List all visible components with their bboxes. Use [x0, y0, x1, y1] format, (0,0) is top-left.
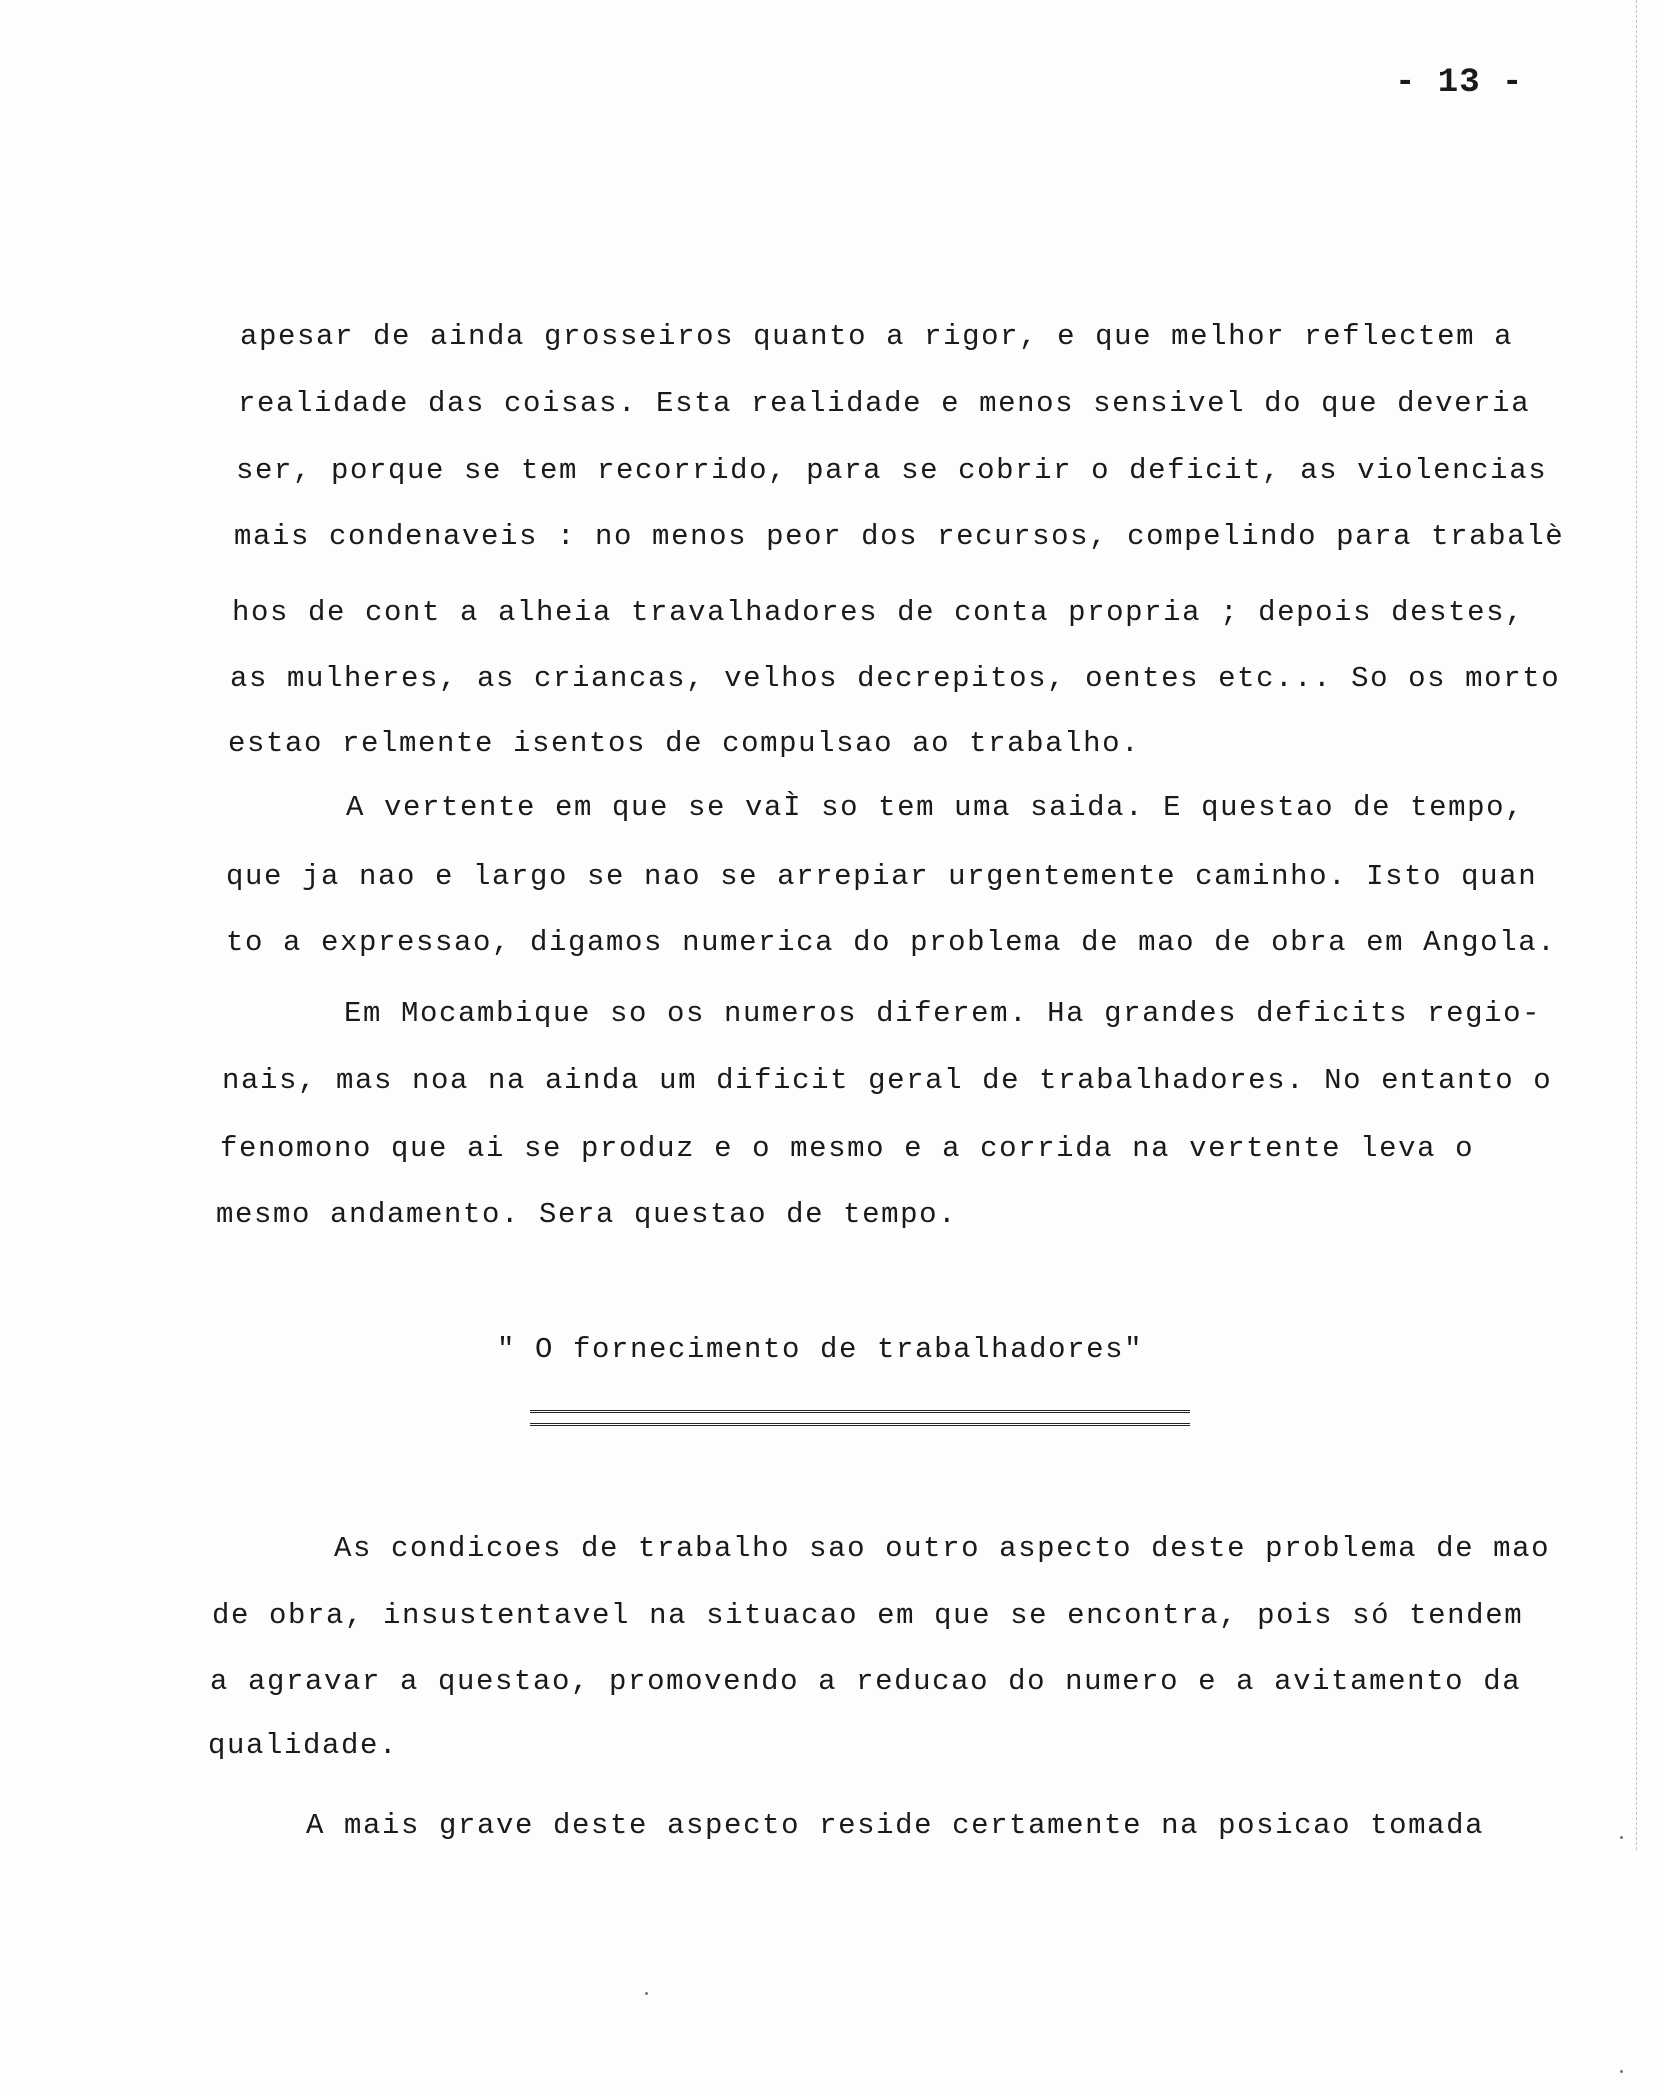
paragraph-3-line-1: Em Mocambique so os numeros diferem. Ha grandes deficits regio- [344, 997, 1542, 1030]
page-number: - 13 - [1395, 64, 1524, 102]
paragraph-1-line-1: apesar de ainda grosseiros quanto a rigor, e que melhor reflectem a [240, 320, 1514, 353]
paragraph-1-line-5: hos de cont a alheia travalhadores de conta propria ; depois destes, [232, 596, 1525, 629]
paragraph-3-line-4: mesmo andamento. Sera questao de tempo. [216, 1198, 958, 1231]
paragraph-1-line-7: estao relmente isentos de compulsao ao trabalho. [228, 727, 1141, 760]
paragraph-1-line-3: ser, porque se tem recorrido, para se cobrir o deficit, as violencias [236, 454, 1548, 487]
scan-speck [645, 1992, 648, 1995]
paragraph-4-line-2: de obra, insustentavel na situacao em que se encontra, pois só tendem [212, 1599, 1524, 1632]
paragraph-4-line-4: qualidade. [208, 1729, 399, 1762]
paragraph-4-line-3: a agravar a questao, promovendo a reducao do numero e a avitamento da [210, 1665, 1522, 1698]
scan-speck [1620, 1836, 1623, 1839]
paragraph-1-line-2: realidade das coisas. Esta realidade e menos sensivel do que deveria [238, 387, 1531, 420]
section-heading: " O fornecimento de trabalhadores" [497, 1333, 1144, 1366]
paragraph-2-line-3: to a expressao, digamos numerica do problema de mao de obra em Angola. [226, 926, 1557, 959]
scan-speck [1620, 2070, 1623, 2073]
paragraph-5-line-1: A mais grave deste aspecto reside certamente na posicao tomada [306, 1809, 1485, 1842]
paragraph-1-line-4: mais condenaveis : no menos peor dos recursos, compelindo para trabalè [234, 520, 1565, 553]
paragraph-3-line-2: nais, mas noa na ainda um dificit geral de trabalhadores. No entanto o [222, 1064, 1553, 1097]
paragraph-2-line-1: A vertente em que se vaÌ so tem uma saida. E questao de tempo, [346, 791, 1525, 824]
paragraph-1-line-6: as mulheres, as criancas, velhos decrepitos, oentes etc... So os morto [230, 662, 1561, 695]
heading-underline [530, 1410, 1190, 1426]
paragraph-3-line-3: fenomono que ai se produz e o mesmo e a corrida na vertente leva o [220, 1132, 1475, 1165]
paragraph-4-line-1: As condicoes de trabalho sao outro aspecto deste problema de mao [334, 1532, 1551, 1565]
page-edge-mark [1636, 0, 1639, 1850]
paragraph-2-line-2: que ja nao e largo se nao se arrepiar urgentemente caminho. Isto quan [226, 860, 1538, 893]
